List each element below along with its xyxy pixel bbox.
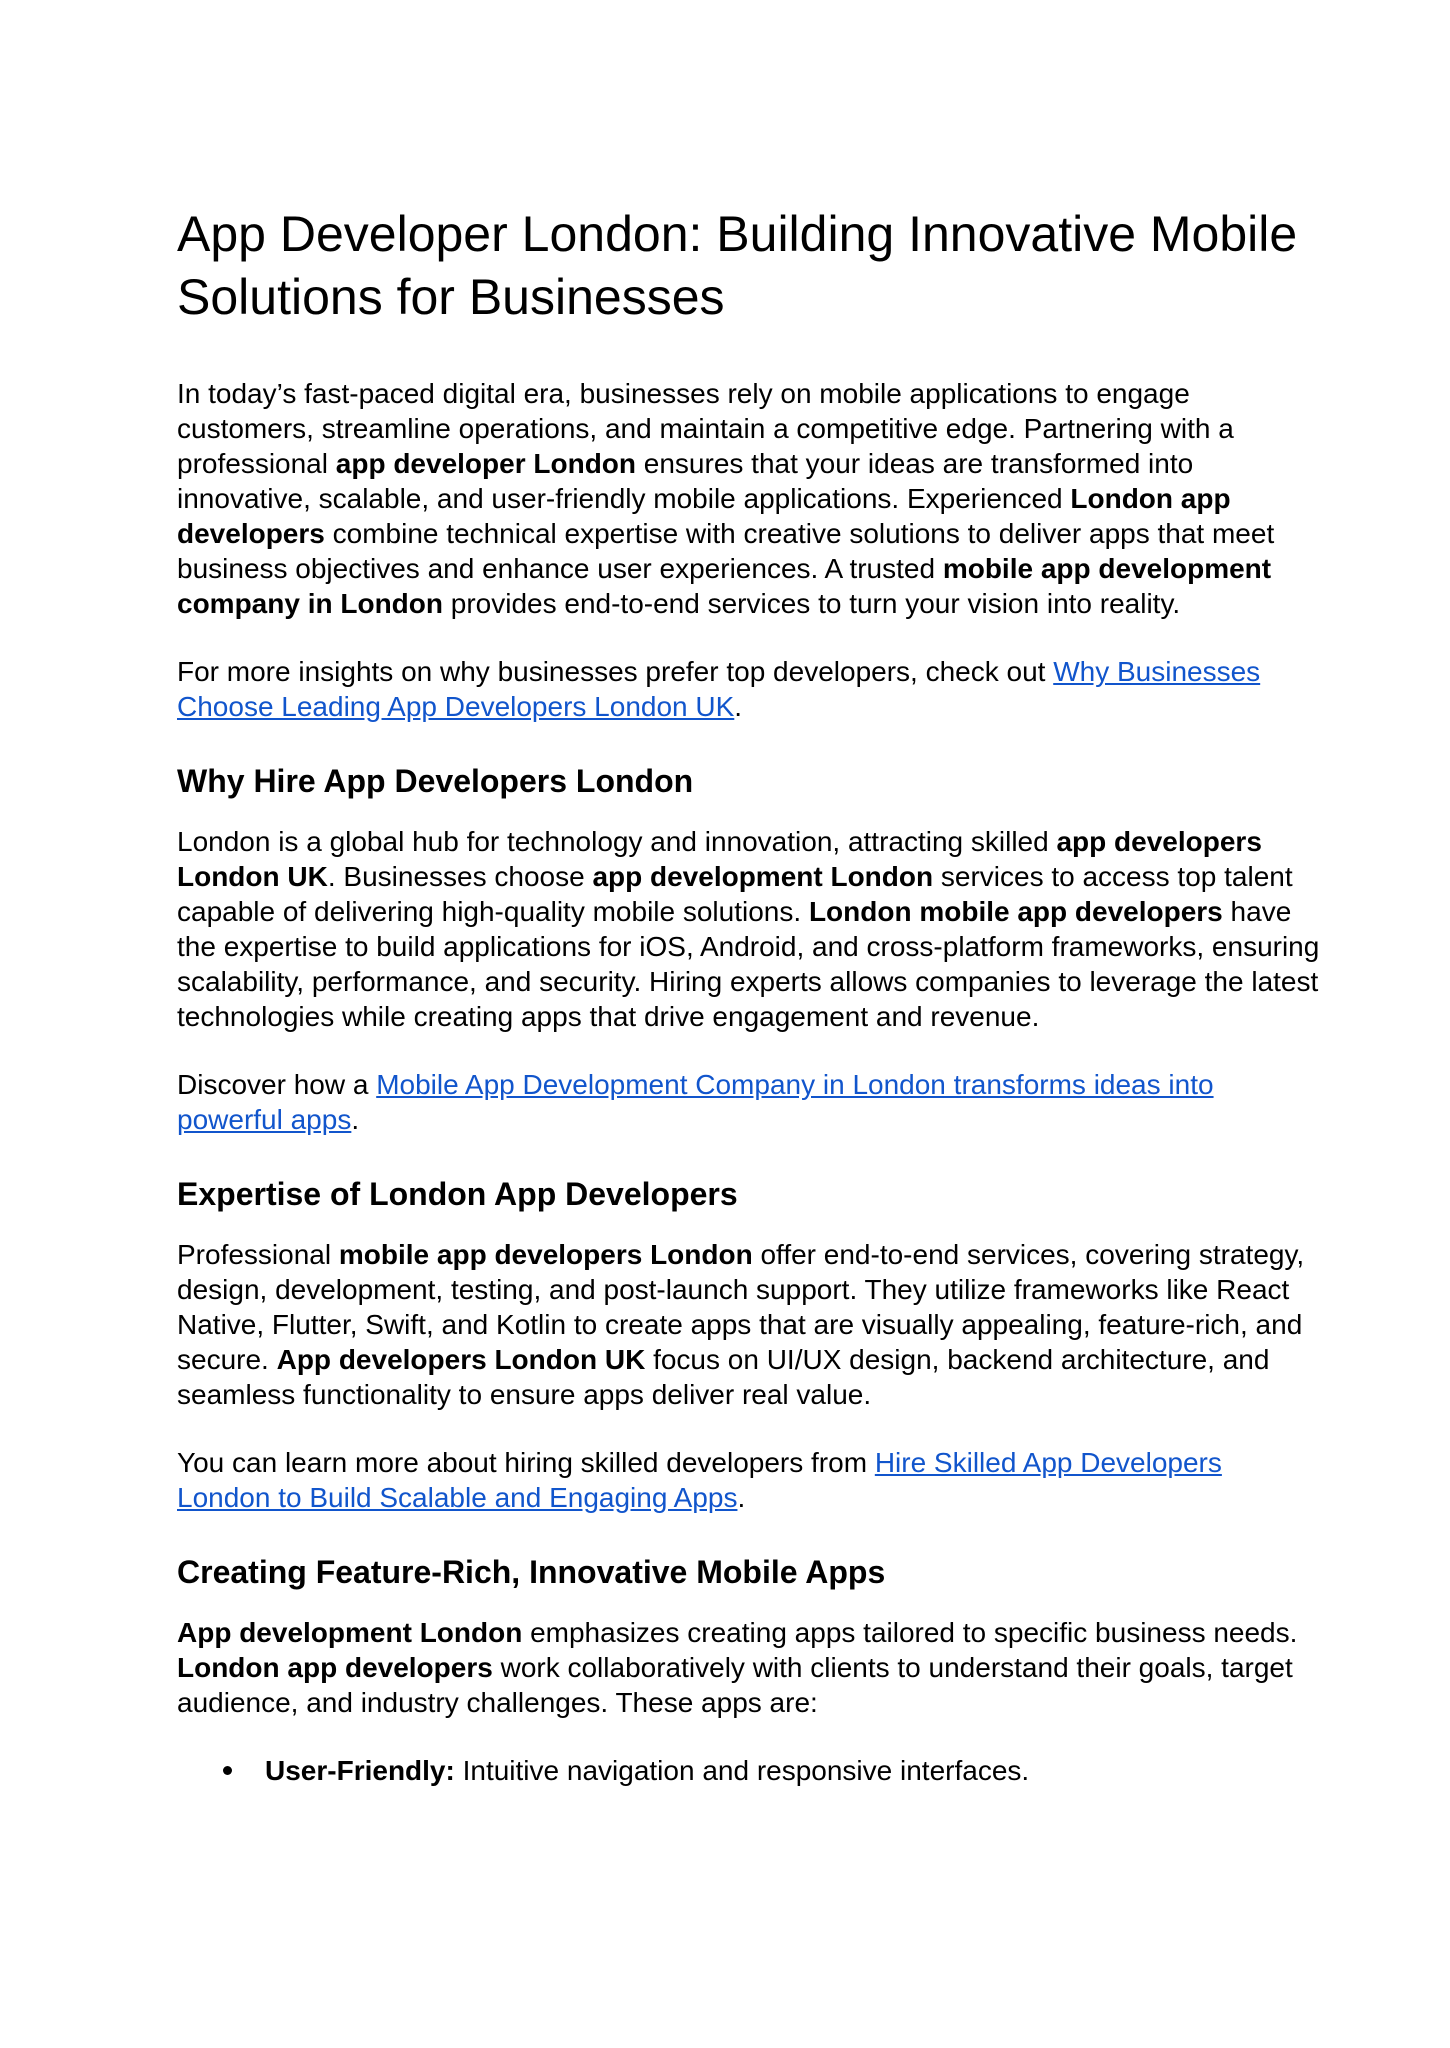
- text-run: For more insights on why businesses prefer top developers, check out: [177, 656, 1054, 687]
- bold-text-run: mobile app developers London: [338, 1239, 753, 1270]
- paragraph: [177, 1067, 1322, 1137]
- bold-text-run: mobile app development company in London: [177, 553, 1272, 619]
- bullet-item: [177, 1753, 1322, 1788]
- bold-text-run: London mobile app developers: [808, 896, 1223, 927]
- bullet-list: [177, 1753, 1322, 1788]
- text-run: focus on UI/UX design, backend architecture, and seamless functionality to ensure apps deliver real value.: [177, 1344, 1270, 1410]
- text-run: .: [734, 691, 743, 722]
- bold-text-run: app developer London: [335, 448, 636, 479]
- paragraph: [177, 824, 1322, 1034]
- bold-text-run: app development London: [592, 861, 934, 892]
- text-run: Professional: [177, 1239, 339, 1270]
- text-run: offer end-to-end services, covering strategy, design, development, testing, and post-launch support. They utilize frameworks like React Native, Flutter, Swift, and Kotlin to create apps that are visually appealing, feature-rich, and secure.: [177, 1239, 1305, 1375]
- text-run: . Businesses choose: [327, 861, 593, 892]
- bold-text-run: London app developers: [177, 483, 1231, 549]
- text-run: .: [737, 1482, 746, 1513]
- text-run: In today’s fast-paced digital era, businesses rely on mobile applications to engage customers, streamline operations, and maintain a competitive edge. Partnering with a professional: [177, 378, 1234, 479]
- section-heading: Expertise of London App Developers: [177, 1176, 738, 1212]
- bold-text-run: London app developers: [177, 1652, 493, 1683]
- text-run: ensures that your ideas are transformed into innovative, scalable, and user-friendly mobile applications. Experienced: [177, 448, 1194, 514]
- text-run: Discover how a: [177, 1069, 377, 1100]
- paragraph: [177, 1615, 1322, 1720]
- bold-text-run: app developers London UK: [177, 826, 1262, 892]
- bold-text-run: App development London: [177, 1617, 523, 1648]
- text-run: work collaboratively with clients to understand their goals, target audience, and industry challenges. These apps are:: [177, 1652, 1293, 1718]
- document-body: [177, 376, 1322, 1788]
- text-run: You can learn more about hiring skilled developers from: [177, 1447, 875, 1478]
- text-run: .: [351, 1104, 360, 1135]
- bold-text-run: App developers London UK: [276, 1344, 646, 1375]
- text-run: Intuitive navigation and responsive interfaces.: [454, 1755, 1030, 1786]
- section-heading: Creating Feature-Rich, Innovative Mobile Apps: [177, 1554, 886, 1590]
- paragraph: [177, 654, 1322, 724]
- bold-text-run: User-Friendly:: [265, 1755, 455, 1786]
- paragraph: [177, 376, 1322, 621]
- section-heading: Why Hire App Developers London: [177, 763, 694, 799]
- paragraph: [177, 1237, 1322, 1412]
- bullet-icon: [223, 1766, 232, 1775]
- inline-link[interactable]: Why Businesses Choose Leading App Developers London UK: [177, 656, 1261, 722]
- text-run: London is a global hub for technology and innovation, attracting skilled: [177, 826, 1057, 857]
- text-run: combine technical expertise with creative solutions to deliver apps that meet business objectives and enhance user experiences. A trusted: [177, 518, 1275, 584]
- text-run: have the expertise to build applications for iOS, Android, and cross-platform frameworks, ensuring scalability, performance, and security. Hiring experts allows companies to leverage the latest technologies while creating apps that drive engagement and revenue.: [177, 896, 1320, 1032]
- inline-link[interactable]: Mobile App Development Company in London transforms ideas into powerful apps: [177, 1069, 1214, 1135]
- text-run: emphasizes creating apps tailored to specific business needs.: [522, 1617, 1298, 1648]
- text-run: services to access top talent capable of delivering high-quality mobile solutions.: [177, 861, 1293, 927]
- text-run: provides end-to-end services to turn your vision into reality.: [443, 588, 1181, 619]
- paragraph: [177, 1445, 1322, 1515]
- inline-link[interactable]: Hire Skilled App Developers London to Build Scalable and Engaging Apps: [177, 1447, 1222, 1513]
- document-title: App Developer London: Building Innovative Mobile Solutions for Businesses: [177, 206, 1298, 325]
